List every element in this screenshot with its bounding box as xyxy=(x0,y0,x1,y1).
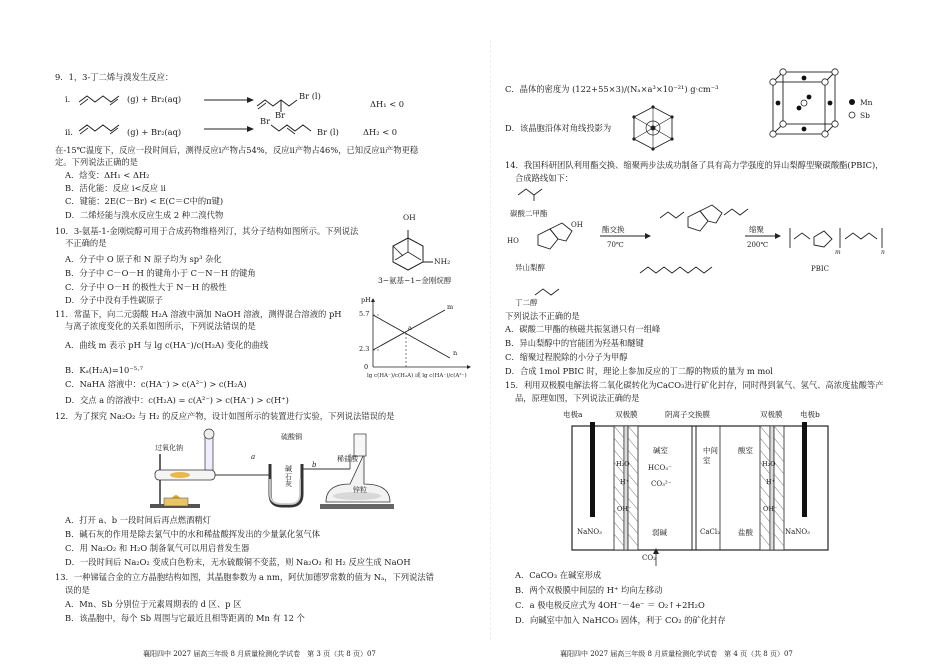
q15-h-left: H⁺ xyxy=(620,478,630,486)
q13-legend-marks xyxy=(847,96,857,122)
q11-option-b: B．Kₐ(H₂A)=10⁻⁵·⁷ xyxy=(65,365,143,375)
q9-option-b: B．活化能：反应 i<反应 ii xyxy=(65,183,166,193)
q10-option-a: A．分子中 O 原子和 N 原子均为 sp³ 杂化 xyxy=(65,254,222,264)
q15-h-right: H⁺ xyxy=(766,478,776,486)
q9-option-c: C．键能：2E(C－Br) < E(C＝C中的π键) xyxy=(65,196,224,206)
q12-option-c: C．用 Na₂O₂ 和 H₂O 制备氧气可以用启普发生器 xyxy=(65,543,250,553)
q14-option-d: D．合成 1mol PBIC 时，理论上参加反应的丁二醇的物质的量为 m mol xyxy=(505,366,773,376)
q10-option-d: D．分子中没有手性碳原子 xyxy=(65,295,163,305)
q11-stem-1: 11．常温下，向二元弱酸 H₂A 溶液中滴加 NaOH 溶液，测得混合溶液的 pH xyxy=(55,309,342,319)
q12-label-cuso4: 硫酸铜 xyxy=(281,433,302,441)
q15-bipolar-1: 双极膜 xyxy=(615,410,638,419)
q15-option-b: B．两个双极膜中间层的 H⁺ 均向左移动 xyxy=(515,585,663,595)
q14-stem-1: 14．我国科研团队利用酯交换、缩聚两步法成功制备了具有高力学强度的异山梨醇型聚碳酸酯(PBIC)， xyxy=(505,160,884,170)
q12-valve-a: a xyxy=(251,453,256,461)
q11-y-tick-2: 2.3 xyxy=(359,345,370,353)
q15-co2: CO₂ xyxy=(642,554,656,562)
q12-stem: 12．为了探究 Na₂O₂ 与 H₂ 的反应产物，设计如图所示的装置进行实验，下列说法错误的是 xyxy=(55,411,395,421)
q14-synthesis-route xyxy=(510,183,895,303)
left-page xyxy=(55,0,475,672)
q9-eq1-brl: Br (l) xyxy=(299,91,321,101)
q14-label-m: m xyxy=(835,249,841,256)
q11-stem-2: 与离子浓度变化的关系如图所示，下列说法错误的是 xyxy=(65,321,256,331)
footer-right: 襄阳四中 2027 届高三年级 8 月质量检测化学试卷 第 4 页（共 8 页）07 xyxy=(560,650,793,658)
q11-xlabel: lg c(HA⁻)/c(H₂A) 或 lg c(HA⁻)/c(A²⁻) xyxy=(367,373,467,379)
q15-electrolysis-cell xyxy=(570,420,830,570)
q9-eq2-br2: Br (l) xyxy=(317,127,339,137)
q15-electrode-a: 电极a xyxy=(563,410,583,419)
q10-option-c: C．分子中 O－H 的极性大于 N－H 的极性 xyxy=(65,282,227,292)
q15-h2o-right: H₂O xyxy=(762,460,776,468)
page-divider xyxy=(490,40,491,640)
q14-label-oh: OH xyxy=(571,221,583,229)
q9-option-a: A．焓变：ΔH₁ < ΔH₂ xyxy=(65,170,150,180)
q11-point-a: a xyxy=(408,324,412,332)
q14-label-t1: 70℃ xyxy=(607,241,624,249)
q14-label-dmc: 碳酸二甲酯 xyxy=(510,209,548,218)
right-page xyxy=(505,0,900,672)
q10-caption: 3−氨基−1−金刚烷醇 xyxy=(378,276,452,285)
q14-label-n: n xyxy=(881,249,885,256)
q10-stem-2: 不正确的是 xyxy=(65,238,107,248)
q15-option-a: A．CaCO₃ 在碱室形成 xyxy=(515,570,602,580)
q15-aem: 阴离子交换膜 xyxy=(665,410,710,419)
q11-ph-graph xyxy=(355,295,473,385)
q10-oh-label: OH xyxy=(403,213,416,222)
q15-bipolar-2: 双极膜 xyxy=(760,410,783,419)
q13-option-d: D．该晶胞沿体对角线投影为 xyxy=(505,123,612,133)
q13-option-b: B．该晶胞中，每个 Sb 周围与它最近且相等距离的 Mn 有 12 个 xyxy=(65,613,305,623)
q13-legend-mn: Mn xyxy=(860,98,873,107)
q15-hco3: HCO₃⁻ xyxy=(648,464,672,472)
q11-curve-m: m xyxy=(447,303,454,311)
q13-stem-2: 误的是 xyxy=(65,585,90,595)
q13-option-a: A．Mn、Sb 分别位于元素周期表的 d 区、p 区 xyxy=(65,599,242,609)
q9-desc-2: 定。下列说法正确的是 xyxy=(55,157,138,167)
q12-label-peroxide: 过氧化钠 xyxy=(155,444,183,452)
q15-oh-left: OH⁻ xyxy=(617,505,632,513)
q15-co3: CO₃²⁻ xyxy=(651,480,672,488)
q10-stem-1: 10．3-氨基-1-金刚烷醇可用于合成药物维格列汀，其分子结构如图所示。下列说法 xyxy=(55,226,359,236)
q9-eq1-marker: i. xyxy=(65,94,71,104)
q11-ylabel: pH xyxy=(361,296,371,304)
q14-stem-2: 合成路线如下： xyxy=(515,173,574,183)
q12-option-a: A．打开 a、b 一段时间后再点燃酒精灯 xyxy=(65,515,211,525)
q9-eq1-text: (g) + Br₂(aq) xyxy=(127,94,182,104)
q15-weak-alkali: 弱碱 xyxy=(652,528,667,537)
q9-eq2-br1: Br xyxy=(260,116,271,126)
q13-unit-cell xyxy=(767,66,839,138)
q12-option-d: D．一段时间后 Na₂O₂ 变成白色粉末，无水硫酸铜不变蓝，则 Na₂O₂ 和 H₂ 反应生成 NaOH xyxy=(65,557,411,567)
q12-option-b: B．碱石灰的作用是除去氯气中的水和稀盐酸挥发出的少量氯化氢气体 xyxy=(65,529,321,539)
q15-nano3-left: NaNO₃ xyxy=(577,528,602,536)
q12-label-lime: 碱石灰 xyxy=(285,465,292,489)
q11-curve-n: n xyxy=(453,349,458,357)
q14-pre-options: 下列说法不正确的是 xyxy=(505,311,580,321)
q15-stem-1: 15．利用双极膜电解法将二氧化碳转化为CaCO₃进行矿化封存，同时得到氧气、氢气、高浓度盐酸等产 xyxy=(505,380,884,390)
q15-oh-right: OH⁻ xyxy=(763,505,778,513)
q11-y-tick-0: 0 xyxy=(364,363,369,371)
q14-label-ester: 酯交换 xyxy=(602,225,625,234)
q14-label-ho: HO xyxy=(507,237,519,245)
q14-label-t2: 200℃ xyxy=(747,241,769,249)
q14-label-iso: 异山梨醇 xyxy=(515,263,545,272)
q15-nano3-right: NaNO₃ xyxy=(785,528,810,536)
q14-option-b: B．异山梨醇中的官能团为羟基和醚键 xyxy=(505,338,644,348)
q15-acid-chamber: 酸室 xyxy=(738,446,753,455)
q14-label-poly: 缩聚 xyxy=(749,225,764,234)
q13-option-c: C．晶体的密度为 (122+55×3)/(Nₐ×a³×10⁻²¹) g·cm⁻³ xyxy=(505,84,719,94)
q14-label-bdo: 丁二醇 xyxy=(515,298,538,307)
q13-stem-1: 13．一种锑锰合金的立方晶胞结构如图，其晶胞参数为 a nm，阿伏加德罗常数的值为 Nₐ，下列说法错 xyxy=(55,572,434,582)
q10-nh2-label: NH₂ xyxy=(434,257,451,266)
q15-option-d: D．向碱室中加入 NaHCO₃ 固体，利于 CO₂ 的矿化封存 xyxy=(515,615,726,625)
q13-legend-sb: Sb xyxy=(860,111,870,120)
q9-eq1-dh: ΔH₁ < 0 xyxy=(370,99,405,109)
q9-stem: 9．1，3-丁二烯与溴发生反应： xyxy=(55,72,174,82)
q11-option-d: D．交点 a 的溶液中：c(H₂A) = c(A²⁻) > c(HA⁻) > c(H⁺) xyxy=(65,395,289,405)
q15-cacl2: CaCl₂ xyxy=(700,528,720,536)
q9-eq2-text: (g) + Br₂(aq) xyxy=(127,127,182,137)
q12-label-hcl: 稀盐酸 xyxy=(337,455,358,463)
q12-label-zn: 锌粒 xyxy=(353,486,367,494)
q15-stem-2: 品，原理如图，下列说法正确的是 xyxy=(515,393,640,403)
q11-y-tick-1: 5.7 xyxy=(359,310,370,318)
q14-option-c: C．缩聚过程脱除的小分子为甲醇 xyxy=(505,352,628,362)
q14-option-a: A．碳酸二甲酯的核磁共振氢谱只有一组峰 xyxy=(505,324,661,334)
q9-eq2-marker: ii. xyxy=(65,127,73,137)
q15-hcl-chamber: 盐酸 xyxy=(738,528,753,537)
q15-h2o-left: H₂O xyxy=(616,460,630,468)
footer-left: 襄阳四中 2027 届高三年级 8 月质量检测化学试卷 第 3 页（共 8 页）07 xyxy=(143,650,376,658)
q15-mid-chamber: 中间室 xyxy=(703,446,718,466)
q11-option-a: A．曲线 m 表示 pH 与 lg c(HA⁻)/c(H₂A) 变化的曲线 xyxy=(65,340,269,350)
adamantane-structure xyxy=(373,222,443,274)
q14-label-pbic: PBIC xyxy=(811,265,829,273)
q9-desc-1: 在-15℃温度下，反应一段时间后，测得反应i产物占54%，反应ii产物占46%，已知反应ii产物更稳 xyxy=(55,145,419,155)
q12-valve-b: b xyxy=(312,461,317,469)
q9-option-d: D．二烯烃能与溴水反应生成 2 种二溴代物 xyxy=(65,210,224,220)
q15-option-c: C．a 极电极反应式为 4OH⁻－4e⁻ ＝ O₂↑+2H₂O xyxy=(515,600,705,610)
q13-projection xyxy=(630,105,676,151)
q15-electrode-b: 电极b xyxy=(800,410,820,419)
q11-option-c: C．NaHA 溶液中：c(HA⁻) > c(A²⁻) > c(H₂A) xyxy=(65,379,247,389)
q15-alkaline-chamber: 碱室 xyxy=(653,446,668,455)
q9-eq1-br: Br xyxy=(275,110,286,120)
q10-option-b: B．分子中 C－O－H 的键角小于 C－N－H 的键角 xyxy=(65,268,256,278)
q9-eq2-dh: ΔH₂ < 0 xyxy=(363,127,398,137)
